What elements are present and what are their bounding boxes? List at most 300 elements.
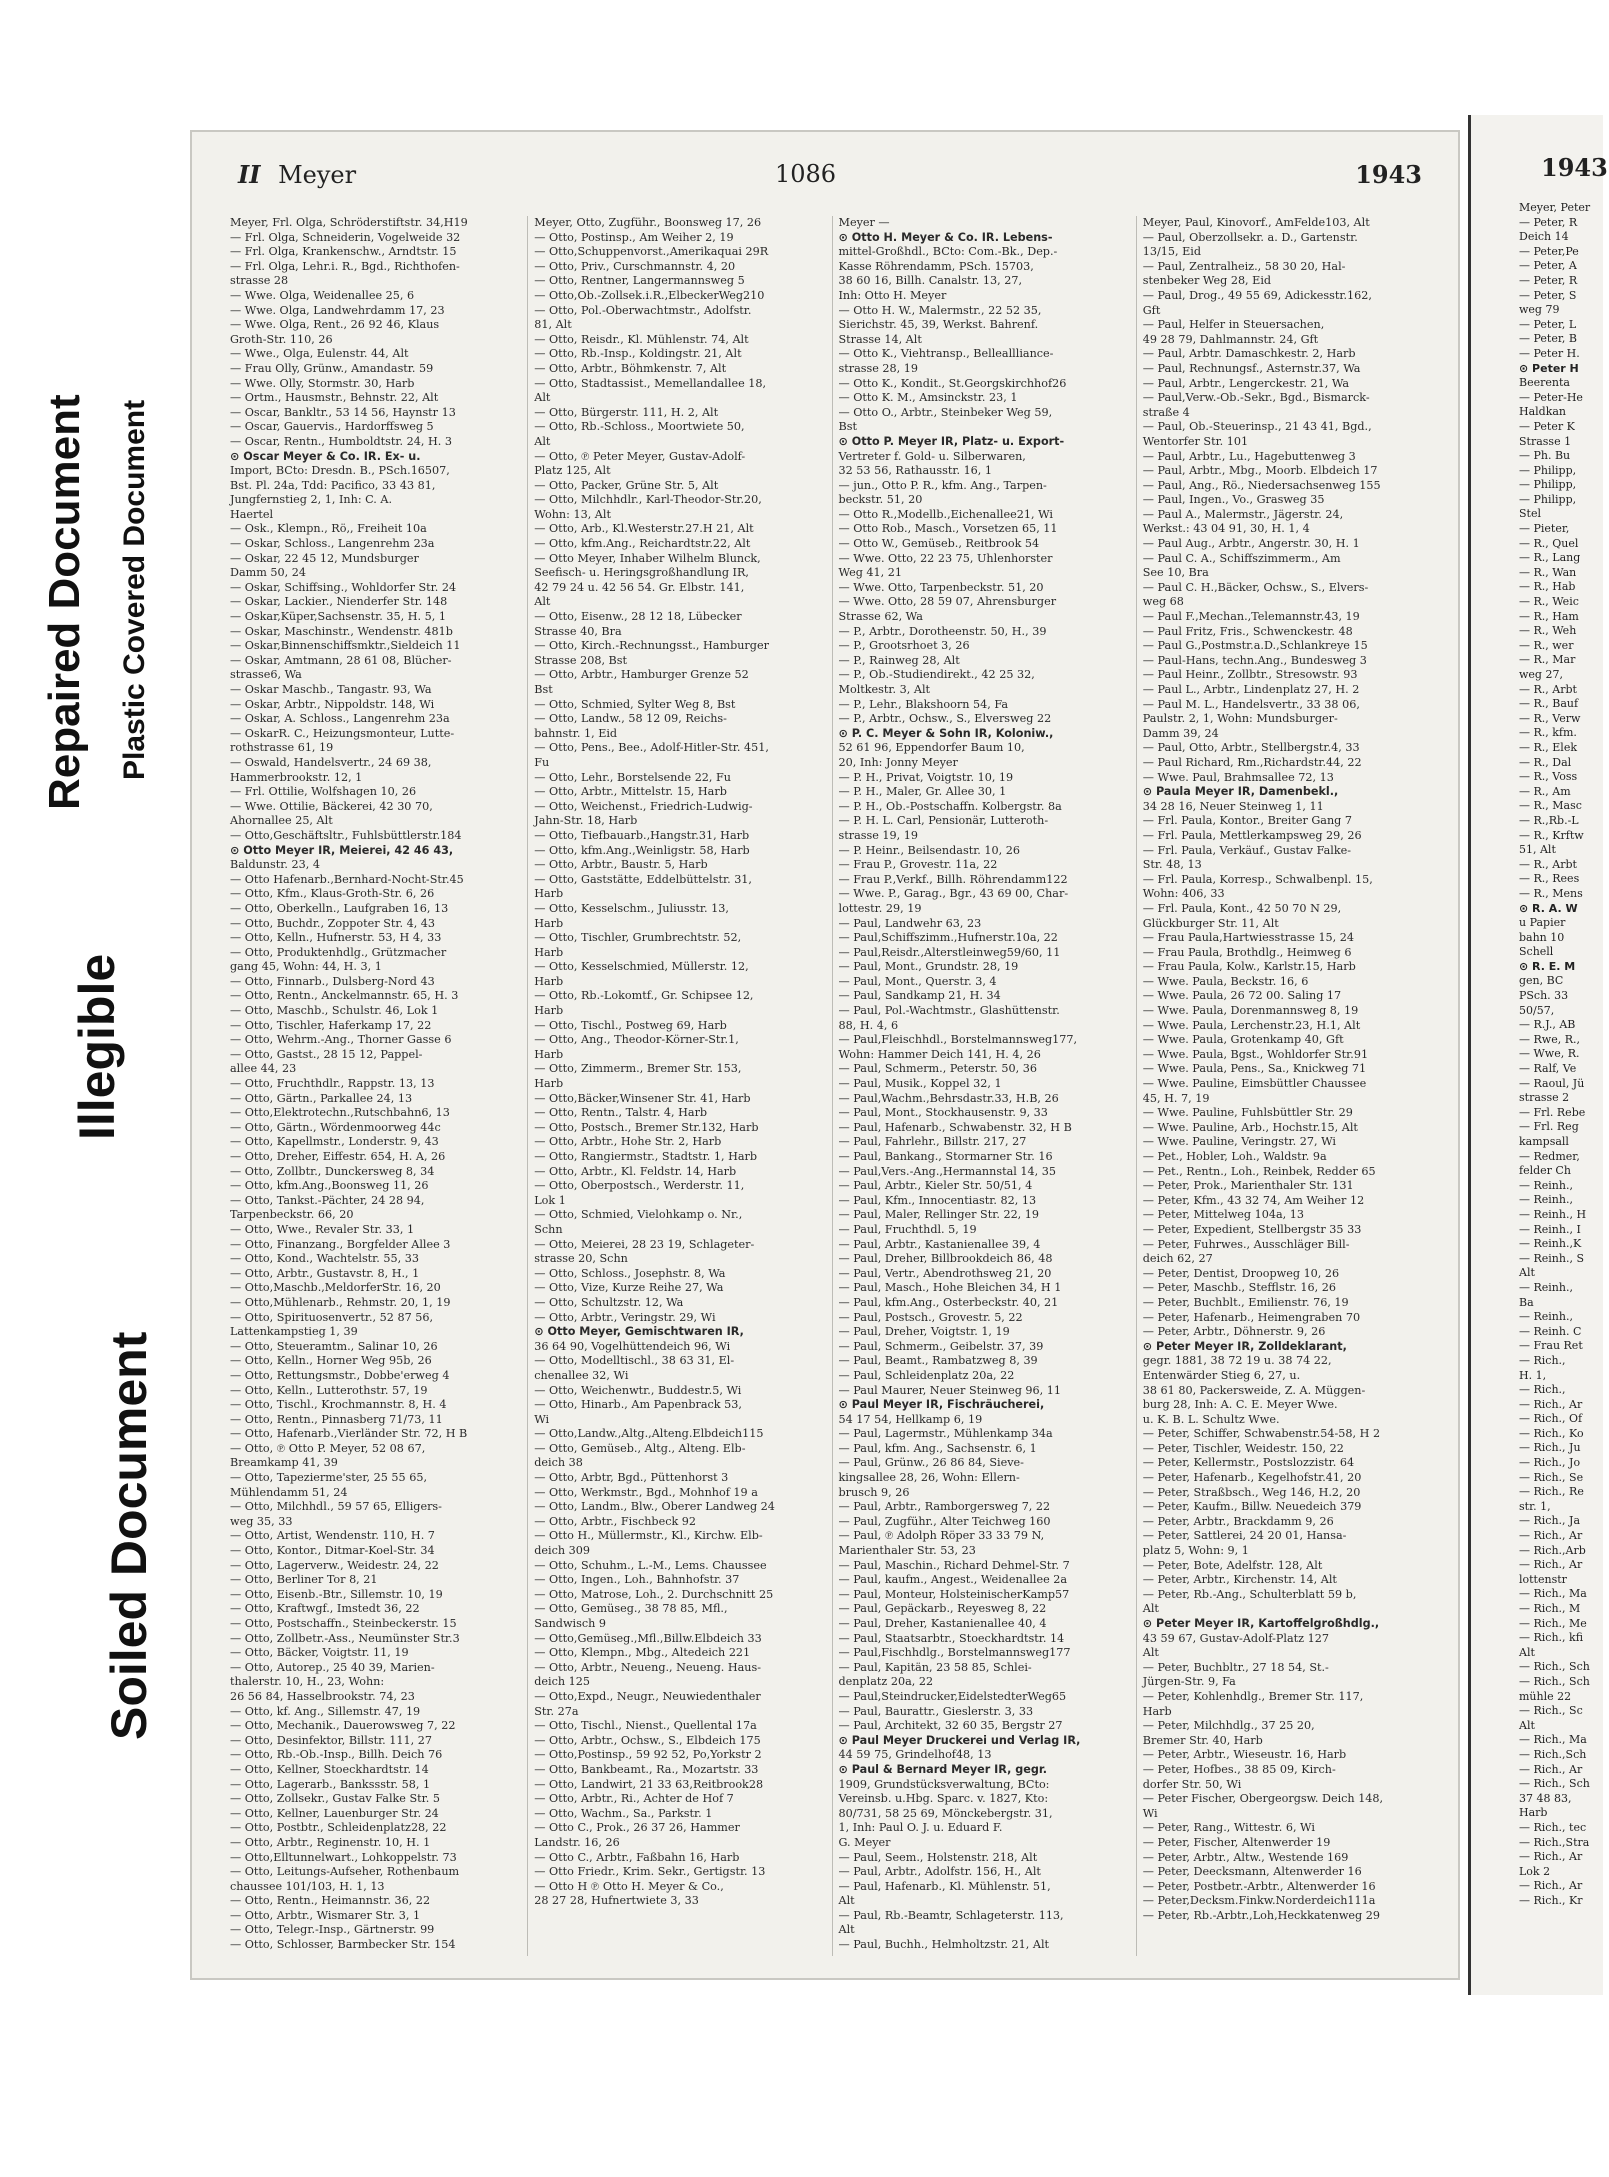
directory-entry-line: — Otto, Ingen., Loh., Bahnhofstr. 37 [534, 1573, 740, 1587]
directory-entry-line: 49 28 79, Dahlmannstr. 24, Gft [1142, 332, 1319, 346]
directory-entry-line: — Paul, Otto, Arbtr., Stellbergstr.4, 33 [1142, 741, 1360, 755]
directory-entry-line: Lattenkampstieg 1, 39 [230, 1325, 358, 1339]
adjacent-entry-line: — Rich., Ar [1519, 1850, 1583, 1864]
directory-entry-line: — Pet., Rentn., Loh., Reinbek, Redder 65 [1142, 1164, 1376, 1178]
directory-entry-line: Bst [838, 420, 857, 434]
adjacent-entry-line: ⊙ R. A. W [1519, 901, 1578, 915]
directory-entry-line: — Otto, Arbtr., Böhmkenstr. 7, Alt [534, 361, 727, 375]
directory-entry-line: — Otto, Arbtr., Neueng., Neueng. Haus- [534, 1660, 762, 1674]
directory-entry-line: strasse6, Wa [230, 668, 302, 682]
directory-entry-line: — Frau Olly, Grünw., Amandastr. 59 [230, 361, 434, 375]
directory-entry-line: — Otto, Kond., Wachtelstr. 55, 33 [230, 1252, 419, 1266]
adjacent-entry-line: — Rich., Ja [1519, 1514, 1580, 1528]
adjacent-entry-line: — R., Weic [1519, 595, 1579, 609]
directory-entry-line: — Otto, Ang., Theodor-Körner-Str.1, [534, 1033, 739, 1047]
directory-entry-line: — Otto, Lagerarb., Bankssstr. 58, 1 [230, 1777, 431, 1791]
directory-entry-line: — Otto, Tischl., Postweg 69, Harb [534, 1018, 727, 1032]
directory-column-4 [1136, 216, 1430, 1956]
directory-entry-line: — Otto, Zollsekr., Gustav Falke Str. 5 [230, 1792, 440, 1806]
directory-entry-line: — Osk., Klempn., Rö,, Freiheit 10a [230, 522, 427, 536]
directory-entry-line: Meyer, Otto, Zugführ., Boonsweg 17, 26 [534, 216, 762, 229]
directory-entry-line: — P. H. L. Carl, Pensionär, Lutteroth- [838, 814, 1049, 828]
directory-entry-line: chenallee 32, Wi [534, 1368, 629, 1382]
soiled-document-label: Soiled Document [101, 1331, 157, 1740]
directory-entry-line: — Otto, Bürgerstr. 111, H. 2, Alt [534, 405, 719, 419]
adjacent-entry-line: u Papier [1519, 916, 1566, 930]
adjacent-entry-line: — R., Am [1519, 784, 1571, 798]
directory-entry-line: Landstr. 16, 26 [534, 1835, 620, 1849]
directory-entry-line: — Otto, Tischl., Nienst., Quellental 17a [534, 1719, 757, 1733]
adjacent-entry-line: — R., Arbt [1519, 682, 1577, 696]
directory-entry-line: — Otto, Schlosser, Barmbecker Str. 154 [230, 1938, 456, 1952]
directory-entry-line: — Peter, Kaufm., Billw. Neuedeich 379 [1142, 1500, 1362, 1514]
directory-entry-line: — Otto, Artist, Wendenstr. 110, H. 7 [230, 1529, 435, 1543]
directory-entry-line: 44 59 75, Grindelhof48, 13 [838, 1748, 992, 1762]
directory-entry-line: Paulstr. 2, 1, Wohn: Mundsburger- [1142, 712, 1338, 726]
adjacent-entry-line: — R.,Rb.-L [1519, 813, 1579, 827]
adjacent-entry-line: — Reinh., [1519, 1178, 1573, 1192]
directory-entry-line: ⊙ Paul & Bernard Meyer IR, gegr. [838, 1762, 1048, 1776]
adjacent-entry-line: — Peter H. [1519, 346, 1580, 360]
directory-entry-line: — Otto, ℗ Otto P. Meyer, 52 08 67, [230, 1441, 426, 1455]
directory-entry-line: — Paul, Sandkamp 21, H. 34 [838, 989, 1001, 1003]
directory-entry-line: — Oskar, Amtmann, 28 61 08, Blücher- [230, 653, 452, 667]
directory-entry-line: Jürgen-Str. 9, Fa [1142, 1675, 1236, 1689]
directory-entry-line: — Paul C. A., Schiffszimmerm., Am [1142, 551, 1341, 565]
directory-entry-line: — Peter Fischer, Obergeorgsw. Deich 148, [1142, 1792, 1384, 1806]
directory-entry-line: — Otto,Schuppenvorst.,Amerikaquai 29R [534, 245, 769, 259]
directory-entry-line: ⊙ Paul Meyer IR, Fischräucherei, [838, 1398, 1045, 1412]
directory-entry-line: — Oskar, Lackier., Nienderfer Str. 148 [230, 595, 448, 609]
directory-entry-line: — Paul, Masch., Hohe Bleichen 34, H 1 [838, 1281, 1062, 1295]
directory-entry-line: ⊙ Otto Meyer, Gemischtwaren IR, [534, 1325, 744, 1339]
directory-entry-line: — Otto Hafenarb.,Bernhard-Nocht-Str.45 [230, 872, 464, 886]
adjacent-entry-line: — Rich.,Sch [1519, 1747, 1587, 1761]
directory-entry-line: — Wwe. Paula, 26 72 00. Saling 17 [1142, 989, 1342, 1003]
directory-entry-line: — Otto, ℗ Peter Meyer, Gustav-Adolf- [534, 449, 746, 463]
directory-entry-line: — Paul Maurer, Neuer Steinweg 96, 11 [838, 1383, 1062, 1397]
directory-entry-line: Wohn: Hammer Deich 141, H. 4, 26 [838, 1047, 1041, 1061]
directory-entry-line: G. Meyer [838, 1835, 891, 1849]
directory-entry-line: dorfer Str. 50, Wi [1142, 1777, 1242, 1791]
directory-entry-line: — Oskar, Schloss., Langenrehm 23a [230, 537, 435, 551]
directory-entry-line: — Paul, Grünw., 26 86 84, Sieve- [838, 1456, 1024, 1470]
directory-entry-line: — Paul, Arbtr., Ramborgersweg 7, 22 [838, 1500, 1051, 1514]
directory-entry-line: lottestr. 29, 19 [838, 901, 922, 915]
adjacent-entry-line: — Rich., Se [1519, 1470, 1584, 1484]
directory-entry-line: — Otto, Kontor., Ditmar-Koel-Str. 34 [230, 1544, 435, 1558]
directory-entry-line: beckstr. 51, 20 [838, 493, 923, 507]
directory-entry-line: — Otto, Kesselschmied, Müllerstr. 12, [534, 960, 749, 974]
adjacent-entry-line: Beerenta [1519, 376, 1570, 390]
adjacent-entry-line: PSch. 33 [1519, 989, 1569, 1003]
directory-entry-line: Str. 27a [534, 1704, 579, 1718]
directory-entry-line: — Peter, Hafenarb., Heimengraben 70 [1142, 1310, 1361, 1324]
directory-entry-line: — Peter, Maschb., Stefflstr. 16, 26 [1142, 1281, 1337, 1295]
directory-entry-line: — Paul, Rechnungsf., Asternstr.37, Wa [1142, 361, 1361, 375]
directory-entry-line: — Wwe. Paula, Bgst., Wohldorfer Str.91 [1142, 1047, 1369, 1061]
directory-entry-line: — Paul, Architekt, 32 60 35, Bergstr 27 [838, 1719, 1063, 1733]
adjacent-entry-line: — R., kfm. [1519, 726, 1577, 740]
directory-entry-line: Seefisch- u. Heringsgroßhandlung IR, [534, 566, 749, 580]
directory-entry-line: — Paul,Reisdr.,Alterstleinweg59/60, 11 [838, 945, 1061, 959]
directory-entry-line: — Peter, Rb.-Ang., Schulterblatt 59 b, [1142, 1587, 1357, 1601]
directory-entry-line: — Frl. Paula, Kontor., Breiter Gang 7 [1142, 814, 1353, 828]
directory-entry-line: 1909, Grundstücksverwaltung, BCto: [838, 1777, 1050, 1791]
directory-entry-line: Jungfernstieg 2, 1, Inh: C. A. [230, 493, 393, 507]
directory-entry-line: — Paul, Fahrlehr., Billstr. 217, 27 [838, 1135, 1027, 1149]
adjacent-entry-line: — Raoul, Jü [1519, 1076, 1585, 1090]
directory-entry-line: — Oscar, Gauervis., Hardorffsweg 5 [230, 420, 434, 434]
adjacent-entry-line: — Peter, B [1519, 332, 1577, 346]
directory-entry-line: Hammerbrookstr. 12, 1 [230, 770, 363, 784]
adjacent-entry-line: Stel [1519, 507, 1541, 521]
directory-entry-line: — Paul, Arbtr., Lengerckestr. 21, Wa [1142, 376, 1350, 390]
directory-entry-line: — Otto, Kelln., Lutterothstr. 57, 19 [230, 1383, 428, 1397]
directory-entry-line: — Otto, Postschaffn., Steinbeckerstr. 15 [230, 1617, 457, 1630]
adjacent-entry-line: 37 48 83, [1519, 1791, 1572, 1805]
directory-entry-line: — Otto, Oberpostsch., Werderstr. 11, [534, 1179, 745, 1193]
directory-entry-line: — Otto, Dreher, Eiffestr. 654, H. A, 26 [230, 1150, 446, 1163]
adjacent-entry-line: 51, Alt [1519, 843, 1556, 857]
adjacent-entry-line: — Reinh., H [1519, 1207, 1587, 1221]
directory-entry-line: — Frl. Paula, Kont., 42 50 70 N 29, [1142, 901, 1342, 915]
directory-entry-line: ⊙ Otto H. Meyer & Co. IR. Lebens- [838, 230, 1053, 244]
directory-entry-line: — Otto, Finanzang., Borgfelder Allee 3 [230, 1237, 451, 1251]
directory-entry-line: — Paul, Schleidenplatz 20a, 22 [838, 1368, 1015, 1382]
directory-entry-line: Mühlendamm 51, 24 [230, 1485, 348, 1499]
directory-entry-line: — Wwe. Pauline, Fuhlsbüttler Str. 29 [1142, 1106, 1353, 1120]
header-running-title [238, 160, 356, 189]
directory-entry-line: Jahn-Str. 18, Harb [534, 814, 638, 828]
directory-entry-line: — Otto, Gärtn., Parkallee 24, 13 [230, 1091, 413, 1105]
directory-column-2 [527, 216, 821, 1956]
directory-entry-line: Harb [534, 916, 564, 930]
directory-entry-line: — Paul, Bankang., Stormarner Str. 16 [838, 1150, 1053, 1163]
adjacent-entry-line: — R., Hab [1519, 580, 1576, 594]
directory-entry-line: 38 61 80, Packersweide, Z. A. Müggen- [1142, 1383, 1366, 1397]
directory-entry-line: — Paul, Fruchthdl. 5, 19 [838, 1222, 977, 1236]
page-number: 1086 [775, 160, 837, 188]
adjacent-entry-line: — Rich., Ju [1519, 1441, 1581, 1455]
directory-entry-line: Breamkamp 41, 39 [230, 1456, 338, 1470]
directory-entry-line: — Otto, Arbtr., Veringstr. 29, Wi [534, 1310, 716, 1324]
directory-entry-line: Glückburger Str. 11, Alt [1142, 916, 1279, 930]
adjacent-entry-line: mühle 22 [1519, 1689, 1572, 1703]
adjacent-page-fragment [1468, 115, 1608, 1995]
directory-entry-line: — Frl. Olga, Krankenschw., Arndtstr. 15 [230, 245, 457, 259]
adjacent-entry-line: — Rich., Ar [1519, 1762, 1583, 1776]
directory-entry-line: — Otto, Buchdr., Zoppoter Str. 4, 43 [230, 916, 436, 930]
directory-entry-line: — Paul, kfm. Ang., Sachsenstr. 6, 1 [838, 1441, 1037, 1455]
directory-entry-line: — Ortm., Hausmstr., Behnstr. 22, Alt [230, 391, 439, 405]
directory-entry-line: — Paul, Postsch., Grovestr. 5, 22 [838, 1310, 1023, 1324]
directory-entry-line: 54 17 54, Hellkamp 6, 19 [838, 1412, 983, 1426]
directory-entry-line: — Paul, Arbtr. Damaschkestr. 2, Harb [1142, 347, 1356, 361]
adjacent-entry-line: — R., Arbt [1519, 857, 1577, 871]
adjacent-entry-line: H. 1, [1519, 1368, 1547, 1382]
adjacent-entry-line: str. 1, [1519, 1499, 1551, 1513]
directory-entry-line: Fu [534, 755, 550, 769]
directory-entry-line: deich 38 [534, 1456, 583, 1470]
directory-entry-line: — P. Heinr., Beilsendastr. 10, 26 [838, 843, 1021, 857]
directory-entry-line: — Otto, Maschb., Schulstr. 46, Lok 1 [230, 1004, 439, 1018]
directory-entry-line: — Peter, Arbtr., Döhnerstr. 9, 26 [1142, 1325, 1326, 1339]
directory-entry-line: — Otto, Landw., 58 12 09, Reichs- [534, 712, 727, 726]
adjacent-entry-line: strasse 2 [1519, 1091, 1570, 1105]
directory-entry-line: — Paul, Pol.-Wachtmstr., Glashüttenstr. [838, 1004, 1060, 1018]
adjacent-entry-line: — Rich., Re [1519, 1485, 1584, 1499]
adjacent-entry-line: — Rich., [1519, 1383, 1566, 1397]
directory-entry-line: — Otto, Kellner, Lauenburger Str. 24 [230, 1806, 439, 1820]
adjacent-entry-line: — Wwe, R. [1519, 1047, 1580, 1061]
directory-entry-line: Marienthaler Str. 53, 23 [838, 1544, 976, 1558]
adjacent-entry-line: — R., Ham [1519, 609, 1579, 623]
directory-entry-line: ⊙ Peter Meyer IR, Kartoffelgroßhdlg., [1142, 1617, 1380, 1630]
adjacent-entry-line: — R., Bauf [1519, 697, 1579, 711]
header-surname: Meyer [278, 161, 357, 189]
adjacent-entry-line: — R., Mens [1519, 886, 1583, 900]
directory-entry-line: — Peter, Deecksmann, Altenwerder 16 [1142, 1865, 1362, 1879]
directory-entry-line: — Otto, Weichenst., Friedrich-Ludwig- [534, 799, 753, 813]
directory-entry-line: — Oskar, Schiffsing., Wohldorfer Str. 24 [230, 580, 457, 594]
directory-entry-line: — Paul Heinr., Zollbtr., Stresowstr. 93 [1142, 668, 1358, 682]
directory-entry-line: — Otto Meyer, Inhaber Wilhelm Blunck, [534, 551, 761, 565]
directory-entry-line: — Peter, Buchbltr., 27 18 54, St.- [1142, 1660, 1329, 1674]
directory-entry-line: — Otto K., Kondit., St.Georgskirchhof26 [838, 376, 1067, 390]
adjacent-entry-line: — Peter K [1519, 419, 1575, 433]
directory-entry-line: 13/15, Eid [1142, 245, 1202, 259]
adjacent-entry-line: — R., Lang [1519, 551, 1581, 565]
adjacent-page-column [1519, 201, 1609, 1941]
directory-entry-line: — Wwe. Pauline, Veringstr. 27, Wi [1142, 1135, 1336, 1149]
adjacent-entry-line: Deich 14 [1519, 230, 1569, 244]
directory-entry-line: — Peter, Hofbes., 38 85 09, Kirch- [1142, 1762, 1336, 1776]
directory-entry-line: — Otto, Finnarb., Dulsberg-Nord 43 [230, 974, 435, 988]
adjacent-entry-line: Meyer, Peter [1519, 201, 1591, 214]
directory-entry-line: 43 59 67, Gustav-Adolf-Platz 127 [1142, 1631, 1329, 1645]
directory-entry-line: — Paul, Beamt., Rambatzweg 8, 39 [838, 1354, 1038, 1368]
directory-entry-line: — Paul-Hans, techn.Ang., Bundesweg 3 [1142, 653, 1367, 667]
directory-entry-line: — Otto, Kellner, Stoeckhardtstr. 14 [230, 1762, 429, 1776]
directory-entry-line: Kasse Röhrendamm, PSch. 15703, [838, 259, 1034, 273]
directory-entry-line: ⊙ Peter Meyer IR, Zolldeklarant, [1142, 1339, 1347, 1353]
adjacent-entry-line: — R., Mar [1519, 653, 1576, 667]
directory-entry-line: — Otto, Matrose, Loh., 2. Durchschnitt 25 [534, 1587, 774, 1601]
directory-entry-line: 1, Inh: Paul O. J. u. Eduard F. [838, 1821, 1003, 1835]
directory-entry-line: Strasse 14, Alt [838, 332, 922, 346]
directory-entry-line: — Paul, Dreher, Billbrookdeich 86, 48 [838, 1252, 1053, 1266]
directory-entry-line: — P., Arbtr., Ochsw., S., Elversweg 22 [838, 712, 1052, 726]
directory-entry-line: — Pet., Hobler, Loh., Waldstr. 9a [1142, 1150, 1327, 1163]
directory-entry-line: — Otto H ℗ Otto H. Meyer & Co., [534, 1879, 724, 1893]
directory-entry-line: — Otto, Schultzstr. 12, Wa [534, 1295, 684, 1309]
directory-entry-line: — Otto, Arbtr., Kl. Feldstr. 14, Harb [534, 1164, 737, 1178]
directory-entry-line: — Otto, Gemüseg., 38 78 85, Mfl., [534, 1602, 728, 1616]
directory-entry-line: — Paul L., Arbtr., Lindenplatz 27, H. 2 [1142, 683, 1360, 696]
adjacent-entry-line: — Ralf, Ve [1519, 1062, 1577, 1076]
directory-entry-line: — Otto, Vize, Kurze Reihe 27, Wa [534, 1281, 724, 1295]
directory-entry-line: — Wwe. P., Garag., Bgr., 43 69 00, Char- [838, 887, 1069, 901]
directory-entry-line: denplatz 20a, 22 [838, 1675, 934, 1689]
directory-entry-line: 36 64 90, Vogelhüttendeich 96, Wi [534, 1339, 731, 1353]
directory-entry-line: — Otto, Schmied, Sylter Weg 8, Bst [534, 697, 736, 711]
directory-entry-line: Bst. Pl. 24a, Tdd: Pacifico, 33 43 81, [230, 478, 436, 492]
directory-entry-line: — Otto, Rentn., Talstr. 4, Harb [534, 1106, 708, 1120]
adjacent-entry-line: — R., Quel [1519, 536, 1579, 550]
directory-entry-line: — Paul,Verw.-Ob.-Sekr., Bgd., Bismarck- [1142, 391, 1370, 405]
directory-entry-line: Str. 48, 13 [1142, 858, 1202, 872]
directory-entry-line: — Otto, Landm., Blw., Oberer Landweg 24 [534, 1500, 775, 1514]
directory-entry-line: — Otto, Hinarb., Am Papenbrack 53, [534, 1398, 742, 1412]
directory-entry-line: — Otto, Arbtr., Gustavstr. 8, H., 1 [230, 1266, 420, 1280]
directory-entry-line: — P., Rainweg 28, Alt [838, 653, 960, 667]
directory-entry-line: u. K. B. L. Schultz Wwe. [1142, 1412, 1280, 1426]
directory-entry-line: — Paul, Maler, Rellinger Str. 22, 19 [838, 1208, 1040, 1222]
directory-entry-line: — Wwe. Paula, Pens., Sa., Knickweg 71 [1142, 1062, 1367, 1076]
directory-entry-line: — Otto, Postsch., Bremer Str.132, Harb [534, 1120, 759, 1134]
directory-entry-line: Schn [534, 1222, 563, 1236]
directory-entry-line: — Otto, Kelln., Horner Weg 95b, 26 [230, 1354, 432, 1368]
directory-entry-line: — P., Ob.-Studiendirekt., 42 25 32, [838, 668, 1035, 682]
adjacent-entry-line: Haldkan [1519, 405, 1567, 419]
directory-entry-line: — Wwe. Paula, Dorenmannsweg 8, 19 [1142, 1004, 1359, 1018]
directory-entry-line: — Wwe. Pauline, Eimsbüttler Chaussee [1142, 1077, 1367, 1091]
directory-entry-line: — Otto, Eisenw., 28 12 18, Lübecker [534, 610, 742, 624]
directory-entry-line: Gft [1142, 303, 1161, 317]
directory-entry-line: — Peter, Rang., Wittestr. 6, Wi [1142, 1821, 1315, 1835]
directory-entry-line: — Otto, Postinsp., Am Weiher 2, 19 [534, 230, 734, 244]
adjacent-entry-line: — Reinh., [1519, 1193, 1573, 1207]
directory-entry-line: — Wwe. Paul, Brahmsallee 72, 13 [1142, 770, 1334, 784]
directory-entry-line: bahnstr. 1, Eid [534, 726, 618, 740]
adjacent-entry-line: ⊙ R. E. M [1519, 959, 1576, 973]
directory-entry-line: — Otto, Desinfektor, Billstr. 111, 27 [230, 1733, 432, 1747]
directory-entry-line: Harb [534, 887, 564, 901]
directory-entry-line: 26 56 84, Hasselbrookstr. 74, 23 [230, 1689, 415, 1703]
directory-entry-line: Baldunstr. 23, 4 [230, 858, 320, 872]
directory-entry-line: Meyer, Frl. Olga, Schröderstiftstr. 34,H19 [230, 216, 468, 229]
directory-entry-line: — Paul, Mont., Stockhausenstr. 9, 33 [838, 1106, 1048, 1120]
directory-entry-line: — Otto, Arb., Kl.Westerstr.27.H 21, Alt [534, 522, 754, 536]
directory-entry-line: — Otto, Postbtr., Schleidenplatz28, 22 [230, 1821, 447, 1835]
adjacent-entry-line: — Frau Ret [1519, 1339, 1583, 1353]
directory-entry-line: — Paul, Hafenarb., Kl. Mühlenstr. 51, [838, 1879, 1051, 1893]
adjacent-entry-line: — Reinh., S [1519, 1251, 1585, 1265]
directory-entry-line: — Wwe. Olga, Rent., 26 92 46, Klaus [230, 318, 440, 332]
directory-entry-line: — Otto, Packer, Grüne Str. 5, Alt [534, 478, 719, 492]
directory-entry-line: — Paul,Vers.-Ang.,Hermannstal 14, 35 [838, 1164, 1056, 1178]
directory-entry-line: — Peter, Milchhdlg., 37 25 20, [1142, 1719, 1315, 1733]
directory-entry-line: — Otto, Tischler, Grumbrechtstr. 52, [534, 931, 742, 945]
directory-entry-line: — Frl. Paula, Korresp., Schwalbenpl. 15, [1142, 872, 1373, 886]
directory-entry-line: Wi [534, 1412, 550, 1426]
adjacent-entry-line: — Peter, S [1519, 288, 1577, 302]
directory-entry-line: brusch 9, 26 [838, 1485, 910, 1499]
directory-entry-line: — Otto,Gemüseg.,Mfl.,Billw.Elbdeich 33 [534, 1631, 762, 1645]
directory-column-1 [230, 216, 517, 1956]
directory-entry-line: gegr. 1881, 38 72 19 u. 38 74 22, [1142, 1354, 1332, 1368]
directory-entry-line: — Otto, Autorep., 25 40 39, Marien- [230, 1660, 435, 1674]
directory-entry-line: — Otto C., Arbtr., Faßbahn 16, Harb [534, 1850, 740, 1864]
directory-entry-line: Lok 1 [534, 1193, 566, 1207]
directory-entry-line: — Frau P., Grovestr. 11a, 22 [838, 858, 998, 872]
directory-entry-line: — Paul, Musik., Koppel 32, 1 [838, 1077, 1002, 1091]
directory-entry-line: — Otto, Wehrm.-Ang., Thorner Gasse 6 [230, 1033, 452, 1047]
directory-entry-line: burg 28, Inh: A. C. E. Meyer Wwe. [1142, 1398, 1338, 1412]
directory-entry-line: — Paul C. H.,Bäcker, Ochsw., S., Elvers- [1142, 580, 1369, 594]
directory-entry-line: Entenwärder Stieg 6, 27, u. [1142, 1368, 1301, 1382]
directory-entry-line: — Otto,Bäcker,Winsener Str. 41, Harb [534, 1091, 751, 1105]
directory-entry-line: Meyer, Paul, Kinovorf., AmFelde103, Alt [1142, 216, 1370, 229]
directory-entry-line: Harb [534, 1004, 564, 1018]
directory-entry-line: — Wwe., Olga, Eulenstr. 44, Alt [230, 347, 409, 361]
directory-entry-line: — Otto, Arbtr., Mittelstr. 15, Harb [534, 785, 727, 799]
directory-entry-line: — Otto, Tischl., Krochmannstr. 8, H. 4 [230, 1398, 447, 1412]
directory-entry-line: — Otto, Wachm., Sa., Parkstr. 1 [534, 1806, 713, 1820]
directory-entry-line: 28 27 28, Hufnertwiete 3, 33 [534, 1894, 699, 1908]
directory-entry-line: — Paul, Schmerm., Peterstr. 50, 36 [838, 1062, 1037, 1076]
directory-entry-line: — Wwe. Otto, Tarpenbeckstr. 51, 20 [838, 580, 1044, 594]
directory-entry-line: — Otto, Gaststätte, Eddelbüttelstr. 31, [534, 872, 752, 886]
directory-entry-line: — Otto, Arbtr., Wismarer Str. 3, 1 [230, 1908, 421, 1922]
directory-entry-line: — Paul,Fleischhdl., Borstelmannsweg177, [838, 1033, 1078, 1047]
adjacent-entry-line: Harb [1519, 1806, 1548, 1820]
directory-entry-line: — Otto, Kirch.-Rechnungsst., Hamburger [534, 639, 769, 653]
directory-entry-line: — Otto, Kelln., Hufnerstr. 53, H 4, 33 [230, 931, 442, 945]
directory-entry-line: — Paul, Buchh., Helmholtzstr. 21, Alt [838, 1938, 1050, 1952]
adjacent-entry-line: — R., Weh [1519, 624, 1577, 638]
directory-entry-line: Haertel [230, 507, 274, 521]
directory-entry-line: — P. H., Privat, Voigtstr. 10, 19 [838, 770, 1014, 784]
directory-entry-line: Harb [534, 1047, 564, 1061]
directory-entry-line: — Otto Friedr., Krim. Sekr., Gertigstr. 13 [534, 1865, 766, 1879]
directory-entry-line: — Otto, Arbtr., Ri., Achter de Hof 7 [534, 1792, 734, 1806]
directory-entry-line: — Paul, Rb.-Beamtr, Schlageterstr. 113, [838, 1908, 1064, 1922]
directory-entry-line: Strasse 40, Bra [534, 624, 622, 638]
directory-entry-line: — Peter, Kohlenhdlg., Bremer Str. 117, [1142, 1689, 1364, 1703]
directory-entry-line: — Paul, Maschin., Richard Dehmel-Str. 7 [838, 1558, 1070, 1572]
directory-entry-line: — Otto, Arbtr., Fischbeck 92 [534, 1514, 697, 1528]
directory-entry-line: ⊙ P. C. Meyer & Sohn IR, Koloniw., [838, 726, 1054, 740]
directory-entry-line: — Peter, Fuhrwes., Ausschläger Bill- [1142, 1237, 1350, 1251]
directory-entry-line: — Frl. Paula, Verkäuf., Gustav Falke- [1142, 843, 1351, 857]
directory-entry-line: — Peter, Arbtr., Brackdamm 9, 26 [1142, 1514, 1334, 1528]
directory-entry-line: — Otto, Zimmerm., Bremer Str. 153, [534, 1062, 742, 1076]
directory-entry-line: — Paul, Monteur, HolsteinischerKamp57 [838, 1587, 1070, 1601]
directory-entry-line: Bremer Str. 40, Harb [1142, 1733, 1263, 1747]
directory-entry-line: — Otto, Zollbtr., Dunckersweg 8, 34 [230, 1164, 435, 1178]
directory-entry-line: Strasse 62, Wa [838, 610, 923, 624]
directory-entry-line: platz 5, Wohn: 9, 1 [1142, 1544, 1249, 1558]
directory-entry-line: — Paul, kfm.Ang., Osterbeckstr. 40, 21 [838, 1295, 1059, 1309]
directory-entry-line: — Paul, kaufm., Angest., Weidenallee 2a [838, 1573, 1068, 1587]
directory-entry-line: — Paul, Drog., 49 55 69, Adickesstr.162, [1142, 288, 1372, 302]
directory-entry-line: — Otto, Tiefbauarb.,Hangstr.31, Harb [534, 828, 750, 842]
adjacent-entry-line: — Philipp, [1519, 478, 1577, 492]
directory-entry-line: — Otto,Geschäftsltr., Fuhlsbüttlerstr.184 [230, 828, 462, 842]
directory-entry-line: — Otto,Maschb.,MeldorferStr. 16, 20 [230, 1281, 441, 1295]
directory-entry-line: — Otto, Leitungs-Aufseher, Rothenbaum [230, 1865, 460, 1879]
adjacent-entry-line: ⊙ Peter H [1519, 361, 1579, 375]
directory-entry-line: Damm 50, 24 [230, 566, 306, 580]
directory-entry-line: — Paul, Helfer in Steuersachen, [1142, 318, 1325, 332]
directory-entry-line: strasse 28, 19 [838, 361, 918, 375]
directory-entry-line: — Otto, Kesselschm., Juliusstr. 13, [534, 901, 729, 915]
directory-entry-line: — Otto, Werkmstr., Bgd., Mohnhof 19 a [534, 1485, 758, 1499]
directory-entry-line: Vereinsb. u.Hbg. Sparc. v. 1827, Kto: [838, 1792, 1049, 1806]
directory-entry-line: — Otto, Steueramtm., Salinar 10, 26 [230, 1339, 438, 1353]
